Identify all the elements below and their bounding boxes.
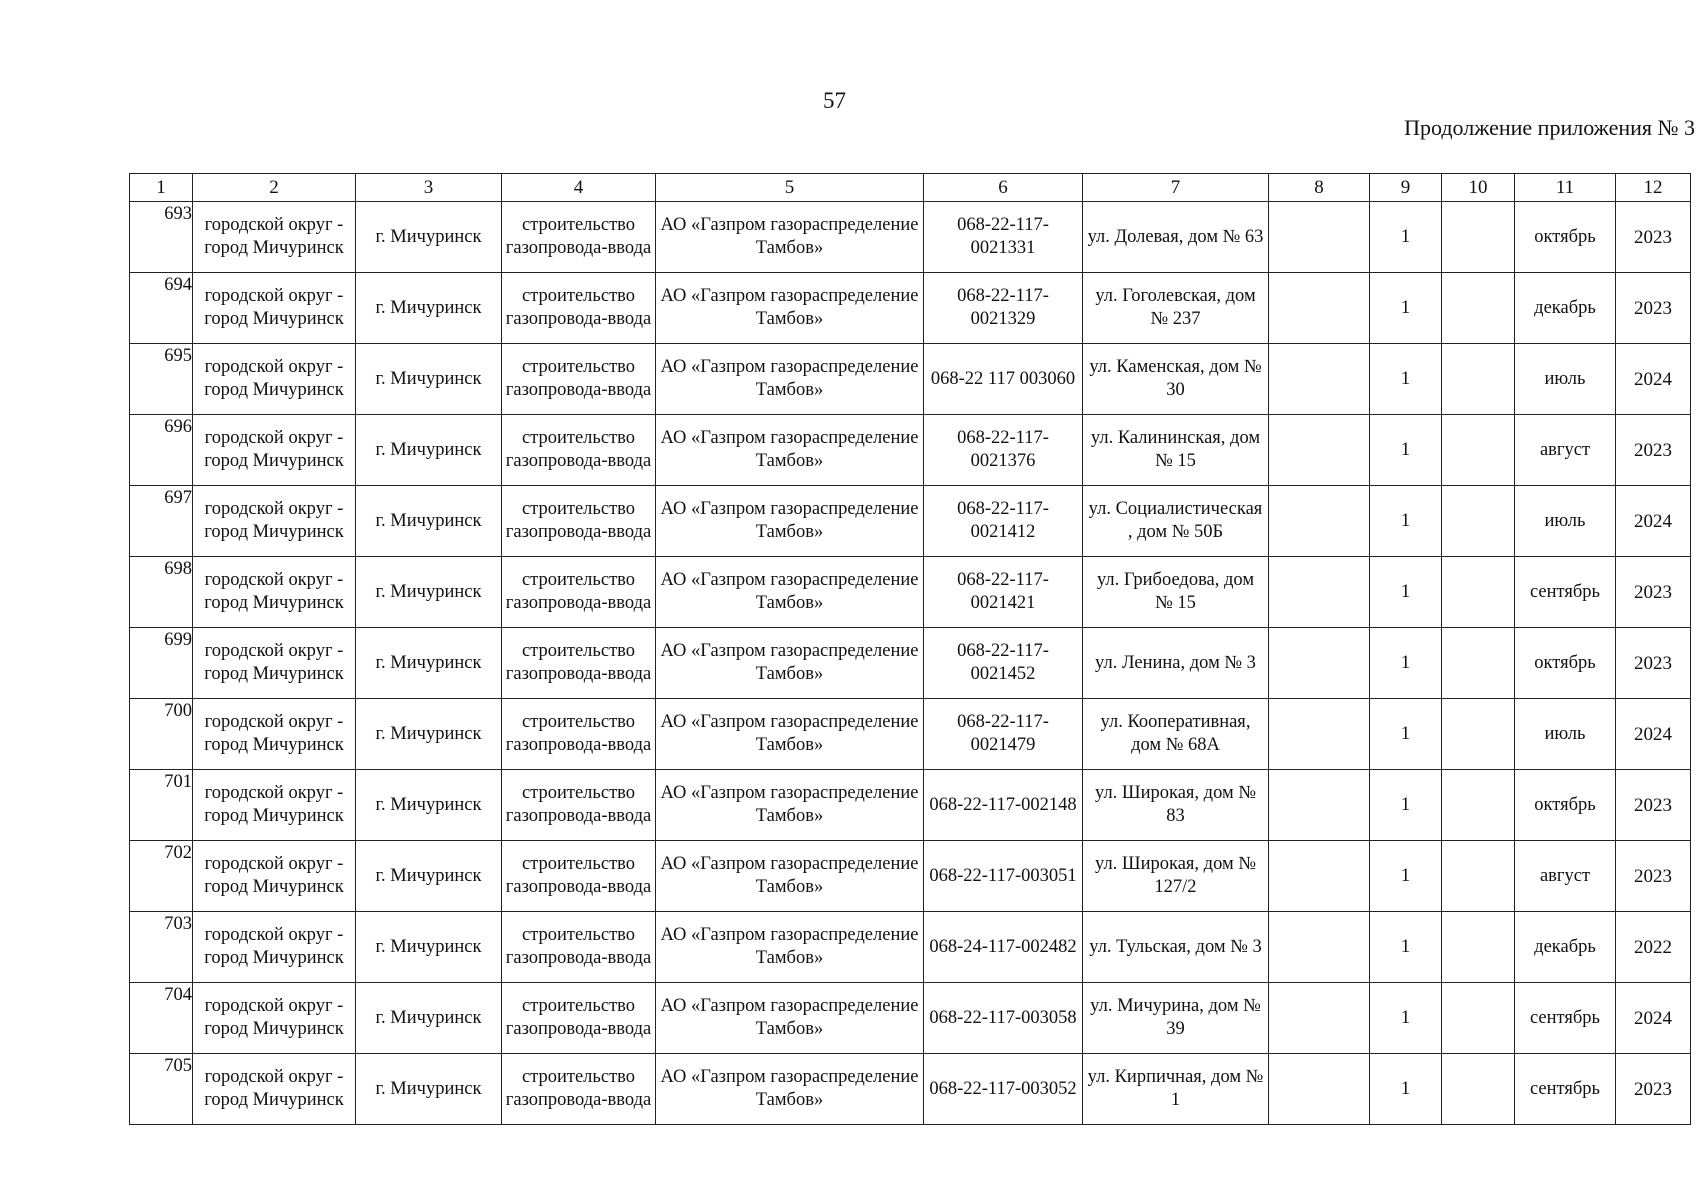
year-cell: 2023 — [1616, 770, 1691, 841]
row-number: 705 — [130, 1054, 193, 1125]
work-type-cell: строительство газопровода-ввода — [502, 344, 656, 415]
column-10-cell — [1442, 202, 1515, 273]
address-cell: ул. Широкая, дом № 83 — [1083, 770, 1269, 841]
year-cell: 2023 — [1616, 557, 1691, 628]
table-row — [130, 415, 1691, 486]
work-type-cell: строительство газопровода-ввода — [502, 486, 656, 557]
application-code-cell: 068-22 117 003060 — [924, 344, 1083, 415]
count-cell: 1 — [1370, 912, 1442, 983]
table-row — [130, 273, 1691, 344]
district-cell: городской округ - город Мичуринск — [193, 1054, 356, 1125]
address-cell: ул. Социалистическая , дом № 50Б — [1083, 486, 1269, 557]
count-cell: 1 — [1370, 983, 1442, 1054]
table-row — [130, 557, 1691, 628]
address-cell: ул. Калининская, дом № 15 — [1083, 415, 1269, 486]
row-number: 700 — [130, 699, 193, 770]
work-type-cell: строительство газопровода-ввода — [502, 202, 656, 273]
column-number-row — [130, 174, 1691, 202]
column-10-cell — [1442, 415, 1515, 486]
month-cell: сентябрь — [1515, 557, 1616, 628]
organization-cell: АО «Газпром газораспределение Тамбов» — [656, 983, 924, 1054]
column-8-cell — [1269, 202, 1370, 273]
count-cell: 1 — [1370, 699, 1442, 770]
count-cell: 1 — [1370, 486, 1442, 557]
column-8-cell — [1269, 486, 1370, 557]
work-type-cell: строительство газопровода-ввода — [502, 770, 656, 841]
row-number: 695 — [130, 344, 193, 415]
column-8-cell — [1269, 273, 1370, 344]
work-type-cell: строительство газопровода-ввода — [502, 273, 656, 344]
district-cell: городской округ - город Мичуринск — [193, 273, 356, 344]
address-cell: ул. Долевая, дом № 63 — [1083, 202, 1269, 273]
count-cell: 1 — [1370, 202, 1442, 273]
year-cell: 2023 — [1616, 841, 1691, 912]
year-cell: 2023 — [1616, 273, 1691, 344]
month-cell: август — [1515, 415, 1616, 486]
row-number: 696 — [130, 415, 193, 486]
month-cell: декабрь — [1515, 912, 1616, 983]
column-number: 9 — [1370, 174, 1442, 202]
year-cell: 2022 — [1616, 912, 1691, 983]
city-cell: г. Мичуринск — [356, 486, 502, 557]
column-number: 2 — [193, 174, 356, 202]
data-table — [129, 173, 1691, 1125]
district-cell: городской округ - город Мичуринск — [193, 770, 356, 841]
row-number: 704 — [130, 983, 193, 1054]
column-10-cell — [1442, 699, 1515, 770]
column-10-cell — [1442, 486, 1515, 557]
column-8-cell — [1269, 699, 1370, 770]
row-number: 693 — [130, 202, 193, 273]
district-cell: городской округ - город Мичуринск — [193, 699, 356, 770]
work-type-cell: строительство газопровода-ввода — [502, 1054, 656, 1125]
address-cell: ул. Грибоедова, дом № 15 — [1083, 557, 1269, 628]
month-cell: декабрь — [1515, 273, 1616, 344]
application-code-cell: 068-22-117-002148 — [924, 770, 1083, 841]
city-cell: г. Мичуринск — [356, 912, 502, 983]
row-number: 701 — [130, 770, 193, 841]
city-cell: г. Мичуринск — [356, 1054, 502, 1125]
count-cell: 1 — [1370, 628, 1442, 699]
address-cell: ул. Каменская, дом № 30 — [1083, 344, 1269, 415]
organization-cell: АО «Газпром газораспределение Тамбов» — [656, 415, 924, 486]
application-code-cell: 068-24-117-002482 — [924, 912, 1083, 983]
table-row — [130, 912, 1691, 983]
page-number: 57 — [823, 88, 846, 113]
count-cell: 1 — [1370, 344, 1442, 415]
year-cell: 2023 — [1616, 628, 1691, 699]
organization-cell: АО «Газпром газораспределение Тамбов» — [656, 841, 924, 912]
month-cell: июль — [1515, 344, 1616, 415]
city-cell: г. Мичуринск — [356, 699, 502, 770]
table-row — [130, 628, 1691, 699]
column-number: 6 — [924, 174, 1083, 202]
table-row — [130, 202, 1691, 273]
district-cell: городской округ - город Мичуринск — [193, 486, 356, 557]
city-cell: г. Мичуринск — [356, 273, 502, 344]
district-cell: городской округ - город Мичуринск — [193, 841, 356, 912]
column-8-cell — [1269, 841, 1370, 912]
row-number: 703 — [130, 912, 193, 983]
column-8-cell — [1269, 628, 1370, 699]
work-type-cell: строительство газопровода-ввода — [502, 415, 656, 486]
district-cell: городской округ - город Мичуринск — [193, 628, 356, 699]
month-cell: октябрь — [1515, 770, 1616, 841]
address-cell: ул. Кооперативная, дом № 68А — [1083, 699, 1269, 770]
year-cell: 2024 — [1616, 983, 1691, 1054]
column-10-cell — [1442, 628, 1515, 699]
city-cell: г. Мичуринск — [356, 202, 502, 273]
column-number: 7 — [1083, 174, 1269, 202]
column-10-cell — [1442, 912, 1515, 983]
count-cell: 1 — [1370, 557, 1442, 628]
column-number: 12 — [1616, 174, 1691, 202]
city-cell: г. Мичуринск — [356, 344, 502, 415]
address-cell: ул. Ленина, дом № 3 — [1083, 628, 1269, 699]
column-10-cell — [1442, 1054, 1515, 1125]
count-cell: 1 — [1370, 841, 1442, 912]
address-cell: ул. Мичурина, дом № 39 — [1083, 983, 1269, 1054]
application-code-cell: 068-22-117-0021412 — [924, 486, 1083, 557]
year-cell: 2024 — [1616, 699, 1691, 770]
district-cell: городской округ - город Мичуринск — [193, 344, 356, 415]
work-type-cell: строительство газопровода-ввода — [502, 557, 656, 628]
work-type-cell: строительство газопровода-ввода — [502, 628, 656, 699]
work-type-cell: строительство газопровода-ввода — [502, 841, 656, 912]
row-number: 694 — [130, 273, 193, 344]
city-cell: г. Мичуринск — [356, 983, 502, 1054]
table-row — [130, 344, 1691, 415]
column-number: 1 — [130, 174, 193, 202]
district-cell: городской округ - город Мичуринск — [193, 912, 356, 983]
column-10-cell — [1442, 273, 1515, 344]
city-cell: г. Мичуринск — [356, 841, 502, 912]
column-10-cell — [1442, 770, 1515, 841]
month-cell: август — [1515, 841, 1616, 912]
address-cell: ул. Тульская, дом № 3 — [1083, 912, 1269, 983]
column-number: 4 — [502, 174, 656, 202]
column-8-cell — [1269, 557, 1370, 628]
work-type-cell: строительство газопровода-ввода — [502, 983, 656, 1054]
table-row — [130, 699, 1691, 770]
city-cell: г. Мичуринск — [356, 770, 502, 841]
application-code-cell: 068-22-117-0021329 — [924, 273, 1083, 344]
table-row — [130, 770, 1691, 841]
application-code-cell: 068-22-117-0021452 — [924, 628, 1083, 699]
column-10-cell — [1442, 841, 1515, 912]
column-8-cell — [1269, 415, 1370, 486]
column-number: 8 — [1269, 174, 1370, 202]
column-10-cell — [1442, 344, 1515, 415]
table-body — [130, 174, 1691, 1125]
row-number: 699 — [130, 628, 193, 699]
organization-cell: АО «Газпром газораспределение Тамбов» — [656, 273, 924, 344]
work-type-cell: строительство газопровода-ввода — [502, 699, 656, 770]
row-number: 698 — [130, 557, 193, 628]
count-cell: 1 — [1370, 415, 1442, 486]
organization-cell: АО «Газпром газораспределение Тамбов» — [656, 770, 924, 841]
column-10-cell — [1442, 557, 1515, 628]
table-row — [130, 486, 1691, 557]
application-code-cell: 068-22-117-0021376 — [924, 415, 1083, 486]
year-cell: 2023 — [1616, 415, 1691, 486]
row-number: 697 — [130, 486, 193, 557]
address-cell: ул. Гоголевская, дом № 237 — [1083, 273, 1269, 344]
district-cell: городской округ - город Мичуринск — [193, 202, 356, 273]
application-code-cell: 068-22-117-003058 — [924, 983, 1083, 1054]
organization-cell: АО «Газпром газораспределение Тамбов» — [656, 202, 924, 273]
column-8-cell — [1269, 912, 1370, 983]
year-cell: 2023 — [1616, 202, 1691, 273]
year-cell: 2024 — [1616, 344, 1691, 415]
application-code-cell: 068-22-117-0021331 — [924, 202, 1083, 273]
column-8-cell — [1269, 983, 1370, 1054]
column-8-cell — [1269, 1054, 1370, 1125]
column-8-cell — [1269, 344, 1370, 415]
application-code-cell: 068-22-117-0021421 — [924, 557, 1083, 628]
address-cell: ул. Кирпичная, дом № 1 — [1083, 1054, 1269, 1125]
city-cell: г. Мичуринск — [356, 557, 502, 628]
organization-cell: АО «Газпром газораспределение Тамбов» — [656, 557, 924, 628]
row-number: 702 — [130, 841, 193, 912]
application-code-cell: 068-22-117-0021479 — [924, 699, 1083, 770]
count-cell: 1 — [1370, 770, 1442, 841]
organization-cell: АО «Газпром газораспределение Тамбов» — [656, 628, 924, 699]
application-code-cell: 068-22-117-003051 — [924, 841, 1083, 912]
organization-cell: АО «Газпром газораспределение Тамбов» — [656, 486, 924, 557]
application-code-cell: 068-22-117-003052 — [924, 1054, 1083, 1125]
year-cell: 2024 — [1616, 486, 1691, 557]
work-type-cell: строительство газопровода-ввода — [502, 912, 656, 983]
district-cell: городской округ - город Мичуринск — [193, 983, 356, 1054]
column-number: 11 — [1515, 174, 1616, 202]
district-cell: городской округ - город Мичуринск — [193, 557, 356, 628]
month-cell: сентябрь — [1515, 1054, 1616, 1125]
appendix-continuation-note: Продолжение приложения № 3 — [1404, 115, 1695, 140]
month-cell: сентябрь — [1515, 983, 1616, 1054]
column-number: 5 — [656, 174, 924, 202]
organization-cell: АО «Газпром газораспределение Тамбов» — [656, 1054, 924, 1125]
column-8-cell — [1269, 770, 1370, 841]
column-number: 3 — [356, 174, 502, 202]
year-cell: 2023 — [1616, 1054, 1691, 1125]
address-cell: ул. Широкая, дом № 127/2 — [1083, 841, 1269, 912]
organization-cell: АО «Газпром газораспределение Тамбов» — [656, 912, 924, 983]
organization-cell: АО «Газпром газораспределение Тамбов» — [656, 699, 924, 770]
table-row — [130, 841, 1691, 912]
count-cell: 1 — [1370, 1054, 1442, 1125]
table-row — [130, 983, 1691, 1054]
column-number: 10 — [1442, 174, 1515, 202]
table-row — [130, 1054, 1691, 1125]
column-10-cell — [1442, 983, 1515, 1054]
month-cell: июль — [1515, 699, 1616, 770]
month-cell: октябрь — [1515, 628, 1616, 699]
organization-cell: АО «Газпром газораспределение Тамбов» — [656, 344, 924, 415]
city-cell: г. Мичуринск — [356, 415, 502, 486]
count-cell: 1 — [1370, 273, 1442, 344]
city-cell: г. Мичуринск — [356, 628, 502, 699]
month-cell: октябрь — [1515, 202, 1616, 273]
district-cell: городской округ - город Мичуринск — [193, 415, 356, 486]
month-cell: июль — [1515, 486, 1616, 557]
